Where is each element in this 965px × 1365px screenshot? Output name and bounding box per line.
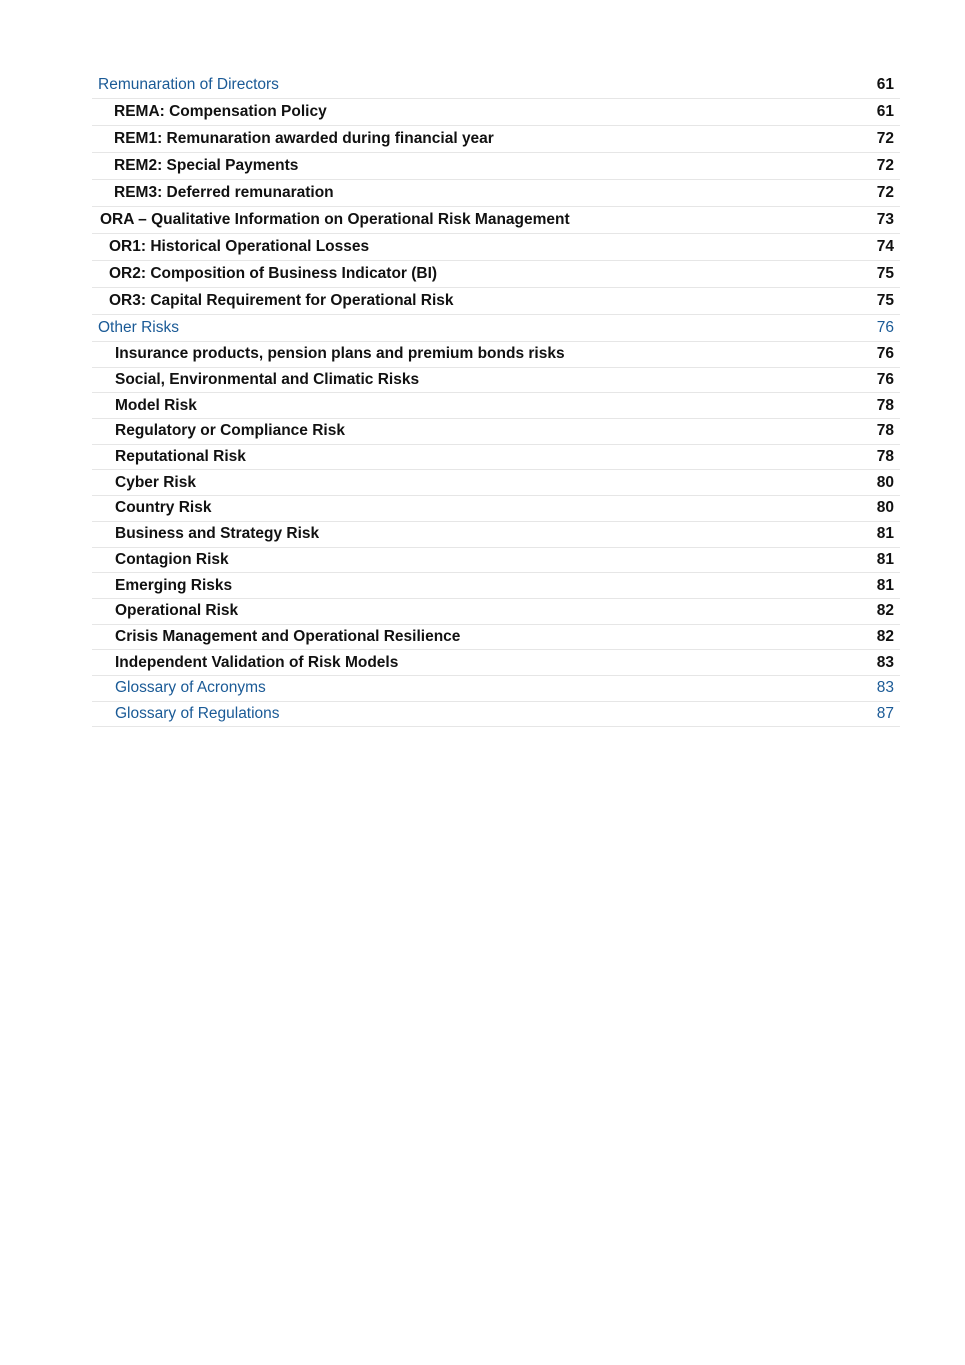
toc-entry-label: Crisis Management and Operational Resilience <box>115 627 461 645</box>
toc-entry-model-risk[interactable] <box>92 393 900 419</box>
toc-entry-operational-risk[interactable] <box>92 599 900 625</box>
toc-entry-label: OR3: Capital Requirement for Operational Risk <box>109 292 454 309</box>
toc-entry-page: 83 <box>876 679 894 697</box>
toc-entry-label: Remunaration of Directors <box>98 76 279 93</box>
toc-entry-page: 61 <box>876 76 894 93</box>
toc-entry-page: 83 <box>876 653 894 671</box>
toc-entry-page: 81 <box>876 576 894 594</box>
toc-entry-label: Cyber Risk <box>115 473 196 491</box>
toc-entry-independent-validation[interactable] <box>92 650 900 676</box>
toc-entry-label: Business and Strategy Risk <box>115 525 320 543</box>
toc-entry-regulatory-risk[interactable] <box>92 419 900 445</box>
toc-entry-or2[interactable] <box>92 261 900 288</box>
toc-entry-other-risks[interactable] <box>92 315 900 342</box>
toc-entry-or1[interactable] <box>92 234 900 261</box>
toc-entry-remunaration-of-directors[interactable] <box>92 72 900 99</box>
toc-entry-page: 78 <box>876 422 894 440</box>
toc-entry-label: Emerging Risks <box>115 576 233 594</box>
toc-entry-page: 61 <box>876 103 894 120</box>
toc-entry-reputational-risk[interactable] <box>92 445 900 471</box>
toc-entry-crisis-management[interactable] <box>92 625 900 651</box>
toc-entry-page: 72 <box>876 184 894 201</box>
toc-entry-contagion-risk[interactable] <box>92 548 900 574</box>
toc-entry-label: Operational Risk <box>115 602 239 620</box>
toc-entry-label: Other Risks <box>98 319 179 336</box>
toc-entry-page: 82 <box>876 627 894 645</box>
toc-entry-label: Model Risk <box>115 396 197 414</box>
toc-entry-label: OR2: Composition of Business Indicator (BI) <box>109 265 438 282</box>
toc-entry-rem1[interactable] <box>92 126 900 153</box>
toc-entry-label: Social, Environmental and Climatic Risks <box>115 371 420 389</box>
toc-entry-page: 75 <box>876 265 894 282</box>
toc-entry-page: 73 <box>876 211 894 228</box>
toc-entry-label: REMA: Compensation Policy <box>114 103 327 120</box>
toc-entry-label: Contagion Risk <box>115 550 229 568</box>
toc-entry-page: 81 <box>876 550 894 568</box>
toc-entry-page: 76 <box>876 345 894 363</box>
toc-entry-rem3[interactable] <box>92 180 900 207</box>
toc-entry-label: REM2: Special Payments <box>114 157 299 174</box>
toc-entry-page: 78 <box>876 396 894 414</box>
toc-entry-page: 81 <box>876 525 894 543</box>
toc-entry-label: OR1: Historical Operational Losses <box>109 238 370 255</box>
toc-entry-glossary-regulations[interactable] <box>92 702 900 728</box>
toc-entry-page: 76 <box>876 371 894 389</box>
toc-entry-label: ORA – Qualitative Information on Operational Risk Management <box>100 211 570 228</box>
toc-entry-page: 78 <box>876 448 894 466</box>
toc-entry-label: Country Risk <box>115 499 212 517</box>
toc-entry-rema[interactable] <box>92 99 900 126</box>
toc-entry-business-strategy-risk[interactable] <box>92 522 900 548</box>
toc-entry-label: Independent Validation of Risk Models <box>115 653 399 671</box>
toc-entry-page: 80 <box>876 473 894 491</box>
toc-entry-label: REM3: Deferred remunaration <box>114 184 334 201</box>
toc-entry-page: 75 <box>876 292 894 309</box>
toc-entry-page: 82 <box>876 602 894 620</box>
toc-entry-glossary-acronyms[interactable] <box>92 676 900 702</box>
toc-entry-insurance-risks[interactable] <box>92 342 900 368</box>
toc-entry-page: 76 <box>876 319 894 336</box>
toc-entry-page: 72 <box>876 130 894 147</box>
toc-entry-social-environmental-risks[interactable] <box>92 368 900 394</box>
toc-entry-label: Insurance products, pension plans and premium bonds risks <box>115 345 565 363</box>
toc-entry-rem2[interactable] <box>92 153 900 180</box>
toc-entry-page: 74 <box>876 238 894 255</box>
toc-entry-label: Regulatory or Compliance Risk <box>115 422 345 440</box>
toc-entry-emerging-risks[interactable] <box>92 573 900 599</box>
table-of-contents <box>92 72 900 727</box>
toc-entry-cyber-risk[interactable] <box>92 470 900 496</box>
toc-entry-label: REM1: Remunaration awarded during financial year <box>114 130 494 147</box>
toc-entry-page: 72 <box>876 157 894 174</box>
toc-entry-ora[interactable] <box>92 207 900 234</box>
toc-entry-page: 80 <box>876 499 894 517</box>
toc-entry-label: Glossary of Acronyms <box>115 679 266 697</box>
toc-entry-label: Reputational Risk <box>115 448 246 466</box>
toc-entry-or3[interactable] <box>92 288 900 315</box>
toc-entry-page: 87 <box>876 704 894 722</box>
toc-entry-country-risk[interactable] <box>92 496 900 522</box>
toc-entry-label: Glossary of Regulations <box>115 704 280 722</box>
